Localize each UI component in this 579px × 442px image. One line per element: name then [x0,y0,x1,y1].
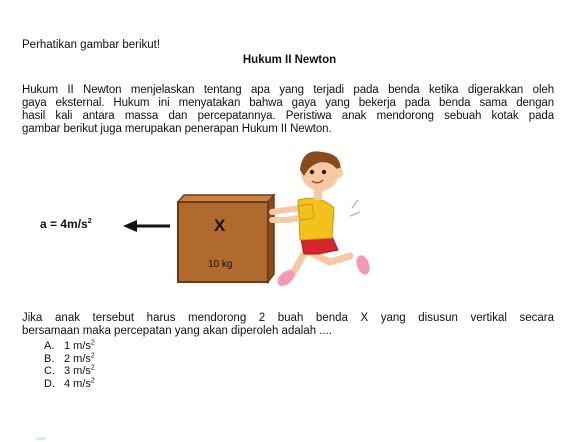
box-letter: X [214,216,226,235]
option-value: 2 m/s [64,352,91,365]
question-text [22,312,554,337]
intro-text: Perhatikan gambar berikut! [22,39,161,51]
acceleration-exponent: 2 [87,218,92,225]
option-value: 1 m/s [64,340,91,352]
option-letter: A. [44,340,55,352]
acceleration-arrow-icon [123,220,170,232]
paragraph-line: gaya eksternal. Hukum ini menyatakan bahwa gaya yang bekerja pada benda sama dengan [22,97,554,109]
option-c[interactable] [44,365,95,378]
question-line: Jika anak tersebut harus mendorong 2 buah benda X yang disusun vertikal secara [22,312,554,324]
page-title: Hukum II Newton [242,54,337,66]
question-line: bersamaan maka percepatan yang akan diperoleh adalah .... [22,324,333,337]
option-a[interactable] [44,340,95,353]
acceleration-label [40,217,92,231]
option-value: 3 m/s [64,365,91,377]
box-front [178,202,268,282]
option-exponent: 2 [90,339,95,347]
option-exponent: 2 [90,376,95,384]
option-letter: D. [44,377,55,390]
option-value: 4 m/s [64,377,91,390]
option-d[interactable] [44,378,95,391]
paragraph-line: hasil kali antara massa dan percepatannya. Peristiwa anak mendorong sebuah kotak pada [22,110,554,122]
explanation-paragraph [22,84,554,136]
option-b[interactable] [44,353,95,366]
paragraph-line: Hukum II Newton menjelaskan tentang apa yang terjadi pada benda ketika digerakkan oleh [22,84,554,96]
acceleration-value: a = 4m/s [40,217,88,231]
option-exponent: 2 [90,364,95,372]
option-letter: B. [44,352,55,365]
option-letter: C. [44,365,55,377]
paragraph-line: gambar berikut juga merupakan penerapan Hukum II Newton. [22,123,332,135]
box-mass: 10 kg [208,259,233,270]
answer-options [44,340,95,390]
decorative-mark [36,437,46,440]
option-exponent: 2 [90,351,95,359]
